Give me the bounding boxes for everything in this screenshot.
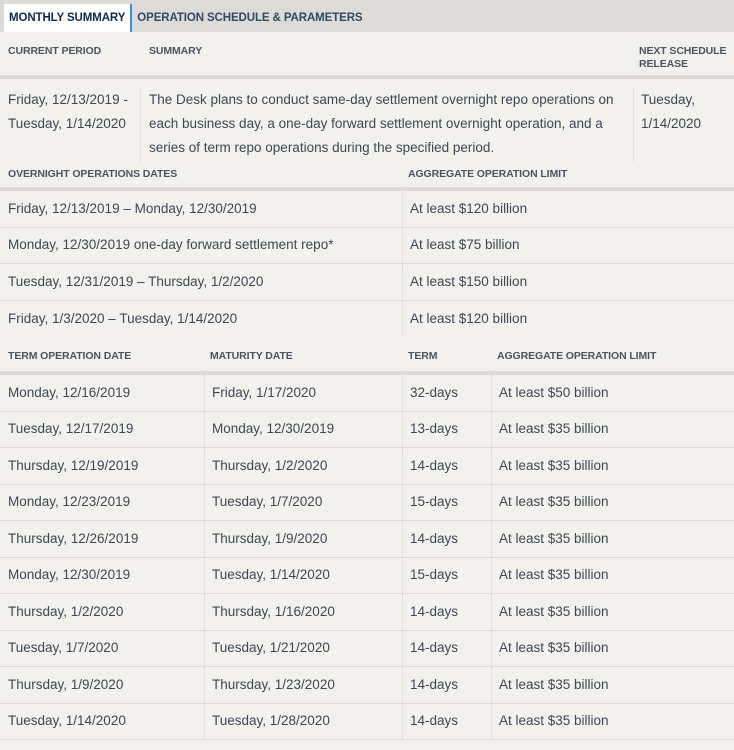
table-row (0, 264, 734, 301)
current-period-value: Friday, 12/13/2019 - Tuesday, 1/14/2020 (0, 88, 141, 161)
table-row (0, 375, 734, 412)
term-operation-date: Monday, 12/30/2019 (0, 558, 205, 594)
maturity-date: Friday, 1/17/2020 (205, 375, 403, 411)
term-length: 15-days (403, 558, 492, 594)
summary-table (0, 32, 734, 161)
tab-operation-schedule[interactable]: OPERATION SCHEDULE & PARAMETERS (137, 12, 363, 24)
table-row (0, 704, 734, 741)
summary-row (0, 79, 734, 161)
header-maturity-date: MATURITY DATE (210, 349, 293, 362)
summary-text: The Desk plans to conduct same-day settlement overnight repo operations on each business day, a one-day forward settlement overnight operation, and a series of term repo operations during the specified period. (141, 88, 634, 161)
term-operation-date: Thursday, 1/9/2020 (0, 667, 205, 703)
term-limit: At least $35 billion (499, 457, 609, 473)
overnight-header-row (0, 161, 734, 191)
table-row (0, 191, 734, 228)
table-row (0, 667, 734, 704)
header-current-period: CURRENT PERIOD (8, 45, 102, 57)
maturity-date: Thursday, 1/2/2020 (205, 448, 403, 484)
term-limit: At least $35 billion (499, 421, 609, 437)
term-length: 14-days (403, 631, 492, 667)
term-operation-date: Thursday, 12/19/2019 (0, 448, 205, 484)
overnight-limit: At least $120 billion (410, 200, 528, 216)
term-limit: At least $35 billion (499, 567, 609, 583)
term-length: 15-days (403, 485, 492, 521)
table-row (0, 521, 734, 558)
term-length: 14-days (403, 521, 492, 557)
maturity-date: Tuesday, 1/14/2020 (205, 558, 403, 594)
overnight-table (0, 161, 734, 337)
term-limit: At least $50 billion (499, 384, 609, 400)
header-term: TERM (408, 349, 438, 362)
maturity-date: Tuesday, 1/28/2020 (205, 704, 403, 740)
table-row (0, 485, 734, 522)
term-length: 14-days (403, 704, 492, 740)
overnight-limit: At least $75 billion (410, 237, 520, 253)
table-row (0, 558, 734, 595)
term-header-row (0, 337, 734, 375)
header-next-release: NEXT SCHEDULE RELEASE (639, 45, 727, 70)
header-aggregate-limit: AGGREGATE OPERATION LIMIT (408, 167, 568, 180)
term-length: 32-days (403, 375, 492, 411)
overnight-dates: Monday, 12/30/2019 one-day forward settlement repo* (0, 228, 403, 264)
term-operation-date: Monday, 12/16/2019 (0, 375, 205, 411)
table-row (0, 594, 734, 631)
term-rows (0, 375, 734, 740)
table-row (0, 228, 734, 265)
maturity-date: Thursday, 1/9/2020 (205, 521, 403, 557)
term-operation-date: Monday, 12/23/2019 (0, 485, 205, 521)
overnight-limit: At least $150 billion (410, 273, 528, 289)
term-limit: At least $35 billion (499, 530, 609, 546)
maturity-date: Thursday, 1/23/2020 (205, 667, 403, 703)
table-row (0, 412, 734, 449)
term-length: 14-days (403, 667, 492, 703)
term-length: 13-days (403, 412, 492, 448)
term-operation-date: Thursday, 12/26/2019 (0, 521, 205, 557)
overnight-dates: Friday, 12/13/2019 – Monday, 12/30/2019 (0, 191, 403, 227)
term-limit: At least $35 billion (499, 676, 609, 692)
table-row (0, 631, 734, 668)
header-term-operation-date: TERM OPERATION DATE (8, 349, 132, 362)
tab-monthly-summary[interactable]: MONTHLY SUMMARY (4, 4, 132, 32)
term-limit: At least $35 billion (499, 640, 609, 656)
maturity-date: Tuesday, 1/21/2020 (205, 631, 403, 667)
term-operation-date: Tuesday, 12/17/2019 (0, 412, 205, 448)
term-operation-date: Tuesday, 1/14/2020 (0, 704, 205, 740)
overnight-dates: Friday, 1/3/2020 – Tuesday, 1/14/2020 (0, 301, 403, 338)
summary-header-row (0, 32, 734, 79)
header-overnight-dates: OVERNIGHT OPERATIONS DATES (8, 167, 178, 180)
term-operation-date: Thursday, 1/2/2020 (0, 594, 205, 630)
overnight-limit: At least $120 billion (410, 310, 528, 326)
term-limit: At least $35 billion (499, 494, 609, 510)
term-length: 14-days (403, 594, 492, 630)
tab-bar (0, 0, 734, 32)
header-summary: SUMMARY (149, 45, 203, 57)
term-limit: At least $35 billion (499, 603, 609, 619)
maturity-date: Tuesday, 1/7/2020 (205, 485, 403, 521)
term-operation-date: Tuesday, 1/7/2020 (0, 631, 205, 667)
term-length: 14-days (403, 448, 492, 484)
table-row (0, 301, 734, 338)
next-release-value: Tuesday, 1/14/2020 (641, 92, 702, 131)
maturity-date: Thursday, 1/16/2020 (205, 594, 403, 630)
table-row (0, 448, 734, 485)
term-limit: At least $35 billion (499, 713, 609, 729)
header-term-aggregate-limit: AGGREGATE OPERATION LIMIT (497, 349, 657, 362)
overnight-dates: Tuesday, 12/31/2019 – Thursday, 1/2/2020 (0, 264, 403, 300)
term-table (0, 337, 734, 740)
maturity-date: Monday, 12/30/2019 (205, 412, 403, 448)
